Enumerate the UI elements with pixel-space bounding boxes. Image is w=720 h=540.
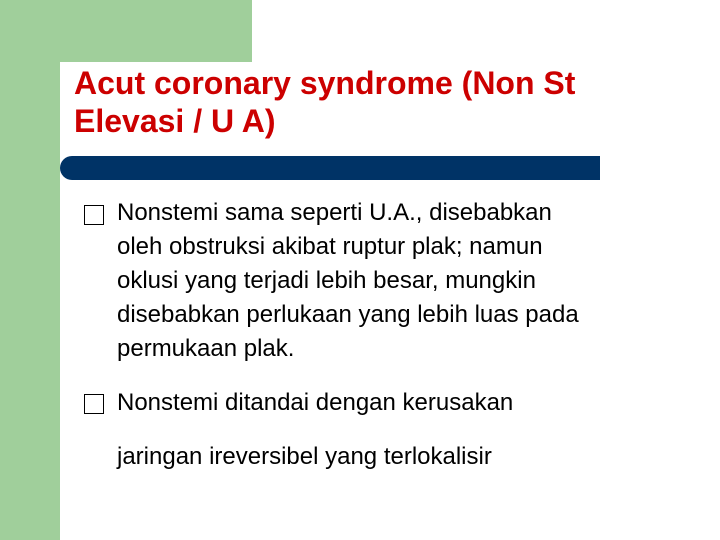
title-underline-bar — [60, 156, 600, 180]
decorative-green-sidebar — [0, 0, 60, 540]
bullet-1-line-1: Nonstemi sama seperti U.A., disebabkan — [117, 199, 552, 226]
bullet-2-line-1: Nonstemi ditandai dengan kerusakan — [117, 389, 514, 416]
bullet-2-text — [117, 386, 677, 420]
continuation-text — [117, 440, 677, 474]
bullet-1-line-3: oklusi yang terjadi lebih besar, mungkin — [117, 267, 536, 294]
slide-title — [74, 64, 694, 140]
bullet-box-icon — [84, 394, 104, 414]
bullet-1-line-2: oleh obstruksi akibat ruptur plak; namun — [117, 233, 543, 260]
bullet-1-text — [117, 196, 677, 366]
decorative-green-top-band — [0, 0, 252, 62]
slide-title-line-1: Acut coronary syndrome (Non St — [74, 65, 576, 101]
bullet-box-icon — [84, 205, 104, 225]
slide-title-line-2: Elevasi / U A) — [74, 103, 276, 139]
continuation-line: jaringan ireversibel yang terlokalisir — [117, 443, 492, 470]
bullet-1-line-4: disebabkan perlukaan yang lebih luas pada — [117, 301, 579, 328]
bullet-1-line-5: permukaan plak. — [117, 335, 295, 362]
